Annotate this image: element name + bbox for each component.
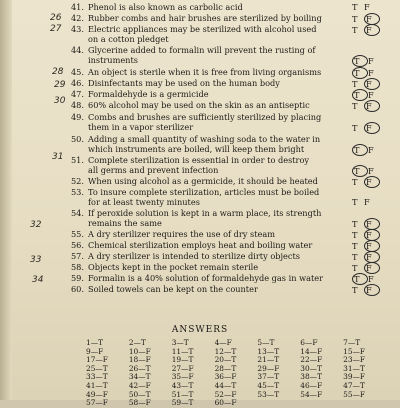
question-60 [0,284,400,294]
answer-item: 7—T [343,338,361,347]
handwritten-note: 31 [52,152,64,162]
true-mark: T [352,165,368,177]
answer-item: 37—T [257,372,280,382]
question-number: 52. [70,176,84,186]
answer-item: 28—T [214,363,237,373]
answer-item: 9—F [86,346,104,356]
false-mark: F [364,251,380,263]
answer-item: 58—F [128,398,151,408]
question-number: 60. [70,284,84,294]
question-number: 47. [70,89,84,99]
question-text: When using alcohol as a germicide, it should be heated [88,176,318,186]
question-text: Chemical sterilization employs heat and boiling water [88,240,313,250]
answer-item: 20—T [214,355,237,365]
question-number: 42. [70,13,84,23]
question-number: 49. [70,112,84,122]
answer-item: 15—F [343,346,366,356]
answer-item: 60—F [214,398,237,408]
true-mark: T [352,14,358,24]
answer-item: 35—F [171,372,194,382]
question-text: for at least twenty minutes [88,197,200,207]
question-text: Soiled towels can be kept on the counter [88,284,258,294]
true-mark: T [352,2,358,12]
answer-item: 49—F [86,389,108,399]
false-mark: F [364,100,380,112]
question-58 [0,262,400,272]
true-mark: T [352,263,358,273]
question-57 [0,251,400,261]
question-text: remains the same [88,218,162,228]
question-53-continued [0,197,400,207]
answer-item: 31—T [343,363,365,373]
answer-item: 29—F [257,363,280,373]
true-mark: T [352,252,358,262]
question-number: 57. [70,251,84,261]
false-mark: F [368,166,374,176]
true-mark: T [352,197,358,207]
question-text: instruments [88,55,138,65]
answer-item: 46—F [300,380,323,390]
question-text: To insure complete sterilization, articles must be boiled [88,187,320,197]
answer-item: 14—F [300,346,323,356]
answer-item: 10—F [128,346,151,356]
true-mark: T [352,230,358,240]
question-number: 58. [70,262,84,272]
question-text: which instruments are boiled, will keep them bright [88,144,305,154]
question-53 [0,187,400,197]
answer-item: 1—T [86,338,104,347]
handwritten-note: 29 [54,80,66,90]
question-text: them in a vapor sterilizer [88,122,194,132]
question-text: A dry sterilizer is intended to sterilize dirty objects [88,251,300,261]
true-mark: T [352,285,358,295]
false-mark: F [368,90,374,100]
answer-item: 13—T [257,346,280,356]
question-text: Phenol is also known as carbolic acid [88,2,243,12]
true-mark: T [352,67,368,79]
question-number: 43. [70,24,84,34]
answer-item: 23—F [343,355,366,365]
question-number: 56. [70,240,84,250]
question-text: If peroxide solution is kept in a warm place, its strength [88,208,322,218]
handwritten-note: 27 [50,24,62,34]
answer-item: 39—F [343,372,366,382]
question-number: 41. [70,2,84,12]
question-text: Combs and brushes are sufficiently sterilized by placing [88,112,322,122]
true-false [352,100,392,112]
question-44-continued [0,55,400,65]
answer-item: 54—F [300,389,323,399]
answer-item: 52—F [214,389,237,399]
answer-item: 18—F [128,355,151,365]
question-number: 55. [70,229,84,239]
false-mark: F [364,197,370,207]
question-number: 51. [70,155,84,165]
question-text: Formalin is a 40% solution of formaldehyde gas in water [88,273,324,283]
answer-item: 41—T [86,380,108,390]
question-number: 44. [70,45,84,55]
answer-item: 2—T [128,338,146,347]
answer-item: 38—T [300,372,323,382]
answer-item [343,399,386,408]
answer-item: 51—T [171,389,194,399]
false-mark: F [368,274,374,284]
answers-heading: ANSWERS [171,325,229,335]
answer-item: 36—F [214,372,237,382]
question-51-continued [0,165,400,175]
false-mark: F [364,13,380,25]
answer-item: 11—T [171,346,194,356]
answer-item: 59—T [171,398,194,408]
false-mark: F [368,68,374,78]
answer-item: 6—F [300,338,318,347]
question-text: A dry sterilizer requires the use of dry steam [88,229,275,239]
false-mark: F [364,262,380,274]
question-text: all germs and prevent infection [88,165,219,175]
handwritten-note: 28 [52,67,64,77]
answer-item: 3—T [171,338,189,347]
answer-item: 26—T [128,363,151,373]
false-mark: F [368,145,374,155]
question-52 [0,176,400,186]
true-mark: T [352,273,368,285]
answer-item: 17—F [86,355,108,365]
question-text: Adding a small quantity of washing soda to the water in [88,134,321,144]
handwritten-note: 26 [50,13,62,23]
answer-item: 25—T [86,363,108,373]
true-mark: T [352,79,358,89]
true-mark: T [352,177,358,187]
answer-item: 57—F [86,398,108,408]
handwritten-note: 32 [30,220,42,230]
answer-item: 27—F [171,363,194,373]
false-mark: F [364,122,380,134]
true-mark: T [352,144,368,156]
question-text: Objects kept in the pocket remain sterile [88,262,259,272]
answer-item: 53—T [257,389,280,399]
true-mark: T [352,25,358,35]
true-false [352,284,392,296]
question-text: Disinfectants may be used on the human body [88,78,280,88]
question-41 [0,2,400,12]
false-mark: F [364,240,380,252]
false-mark: F [368,56,374,66]
false-mark: F [364,229,380,241]
answer-key [86,339,386,408]
false-mark: F [364,78,380,90]
question-number: 54. [70,208,84,218]
false-mark: F [364,176,380,188]
answer-item: 4—F [214,338,232,347]
question-text: An object is sterile when it is free from living organisms [88,67,322,77]
question-55 [0,229,400,239]
question-text: 60% alcohol may be used on the skin as an antiseptic [88,100,310,110]
answer-item: 19—T [171,355,194,365]
question-number: 50. [70,134,84,144]
answer-item: 33—T [86,372,108,382]
answer-item: 55—F [343,389,366,399]
answer-item: 44—T [214,380,237,390]
answer-item: 30—T [300,363,323,373]
question-50 [0,134,400,144]
answer-item: 45—T [257,380,280,390]
question-number: 48. [70,100,84,110]
true-mark: T [352,241,358,251]
answer-item: 43—T [171,380,194,390]
question-54-continued [0,218,400,228]
answer-item: 22—F [300,355,323,365]
answer-item: 47—T [343,380,365,390]
question-text: on a cotton pledget [88,34,169,44]
true-mark: T [352,101,358,111]
answer-item [300,399,343,408]
question-54 [0,208,400,218]
question-text: Glycerine added to formalin will prevent the rusting of [88,45,316,55]
answer-item: 34—T [128,372,151,382]
question-number: 46. [70,78,84,88]
question-text: Electric appliances may be sterilized with alcohol used [88,24,317,34]
question-59 [0,273,400,283]
answer-item: 50—T [128,389,151,399]
handwritten-note: 30 [54,96,66,106]
question-text: Rubber combs and hair brushes are sterilized by boiling [88,13,322,23]
question-text: Formaldehyde is a germicide [88,89,209,99]
answer-item: 42—F [128,380,151,390]
true-false [352,197,392,207]
false-mark: F [364,24,380,36]
handwritten-note: 33 [30,255,42,265]
question-number: 53. [70,187,84,197]
false-mark: F [364,2,370,12]
question-text: Complete sterilization is essential in order to destroy [88,155,310,165]
question-number: 45. [70,67,84,77]
true-false [352,2,392,12]
answer-item: 21—T [257,355,280,365]
handwritten-note: 34 [32,275,44,285]
question-49-continued [0,122,400,132]
answer-item: 5—T [257,338,275,347]
false-mark: F [364,218,380,230]
true-mark: T [352,89,368,101]
question-43-continued [0,34,400,44]
question-number: 59. [70,273,84,283]
question-56 [0,240,400,250]
true-mark: T [352,219,358,229]
true-mark: T [352,55,368,67]
false-mark: F [364,284,380,296]
answer-item [257,399,300,408]
answer-item: 12—T [214,346,237,356]
true-mark: T [352,123,358,133]
